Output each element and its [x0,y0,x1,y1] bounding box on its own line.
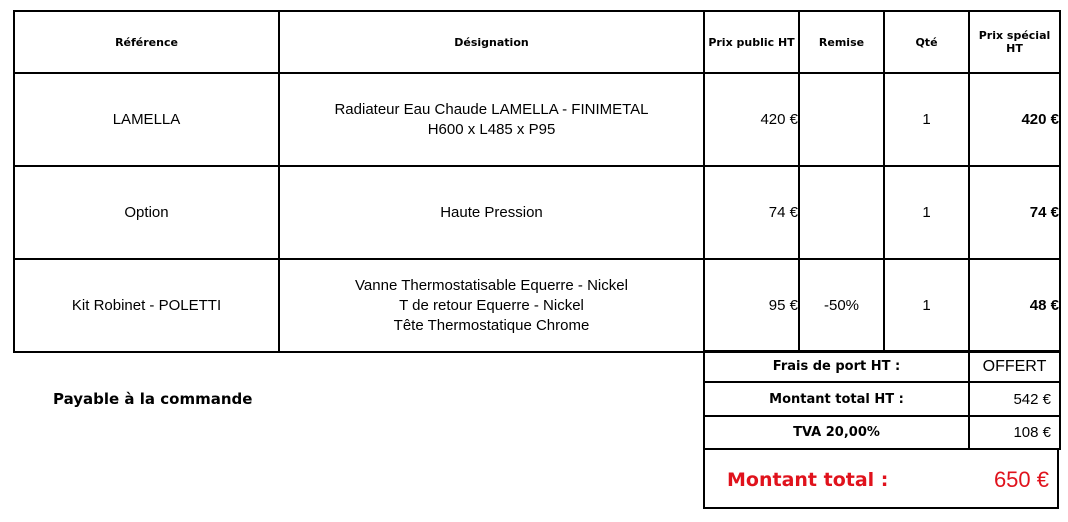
cell-reference: Option [14,166,279,259]
totals-table [703,350,1061,450]
cell-prix-public: 420 € [704,73,799,166]
header-reference: Référence [14,11,279,73]
designation-line: Tête Thermostatique Chrome [393,316,590,334]
cell-prix-public: 74 € [704,166,799,259]
montant-total-value: 650 € [993,467,1049,492]
designation-line: H600 x L485 x P95 [427,120,556,138]
totals-row-montant-ht [704,382,1060,416]
table-row [14,73,1060,166]
header-prix-public: Prix public HT [704,11,799,73]
table-header-row [14,11,1060,73]
header-designation: Désignation [279,11,704,73]
montant-ht-label: Montant total HT : [704,382,969,416]
cell-prix-public: 95 € [704,259,799,352]
table-row [14,166,1060,259]
table-row [14,259,1060,352]
designation-line: Vanne Thermostatisable Equerre - Nickel [355,276,628,294]
grand-total-box [703,448,1059,509]
header-qte: Qté [884,11,969,73]
montant-ht-value: 542 € [969,382,1060,416]
cell-qte: 1 [884,166,969,259]
tva-label: TVA 20,00% [704,416,969,449]
cell-prix-special: 74 € [969,166,1060,259]
frais-label: Frais de port HT : [704,351,969,382]
cell-remise [799,73,884,166]
cell-reference: Kit Robinet - POLETTI [14,259,279,352]
designation-line: Radiateur Eau Chaude LAMELLA - FINIMETAL [334,100,649,118]
cell-designation [279,166,704,259]
header-prix-special: Prix spécial HT [969,11,1060,73]
cell-prix-special: 48 € [969,259,1060,352]
quote-table [13,10,1061,353]
cell-qte: 1 [884,73,969,166]
totals-row-tva [704,416,1060,449]
cell-qte: 1 [884,259,969,352]
frais-value: OFFERT [969,351,1060,382]
totals-row-frais [704,351,1060,382]
cell-designation [279,73,704,166]
designation-line: Haute Pression [440,203,543,221]
tva-value: 108 € [969,416,1060,449]
cell-designation [279,259,704,352]
cell-remise [799,166,884,259]
cell-reference: LAMELLA [14,73,279,166]
cell-remise: -50% [799,259,884,352]
header-remise: Remise [799,11,884,73]
cell-prix-special: 420 € [969,73,1060,166]
payment-note: Payable à la commande [53,390,253,408]
designation-line: T de retour Equerre - Nickel [399,296,584,314]
montant-total-label: Montant total : [727,469,889,491]
